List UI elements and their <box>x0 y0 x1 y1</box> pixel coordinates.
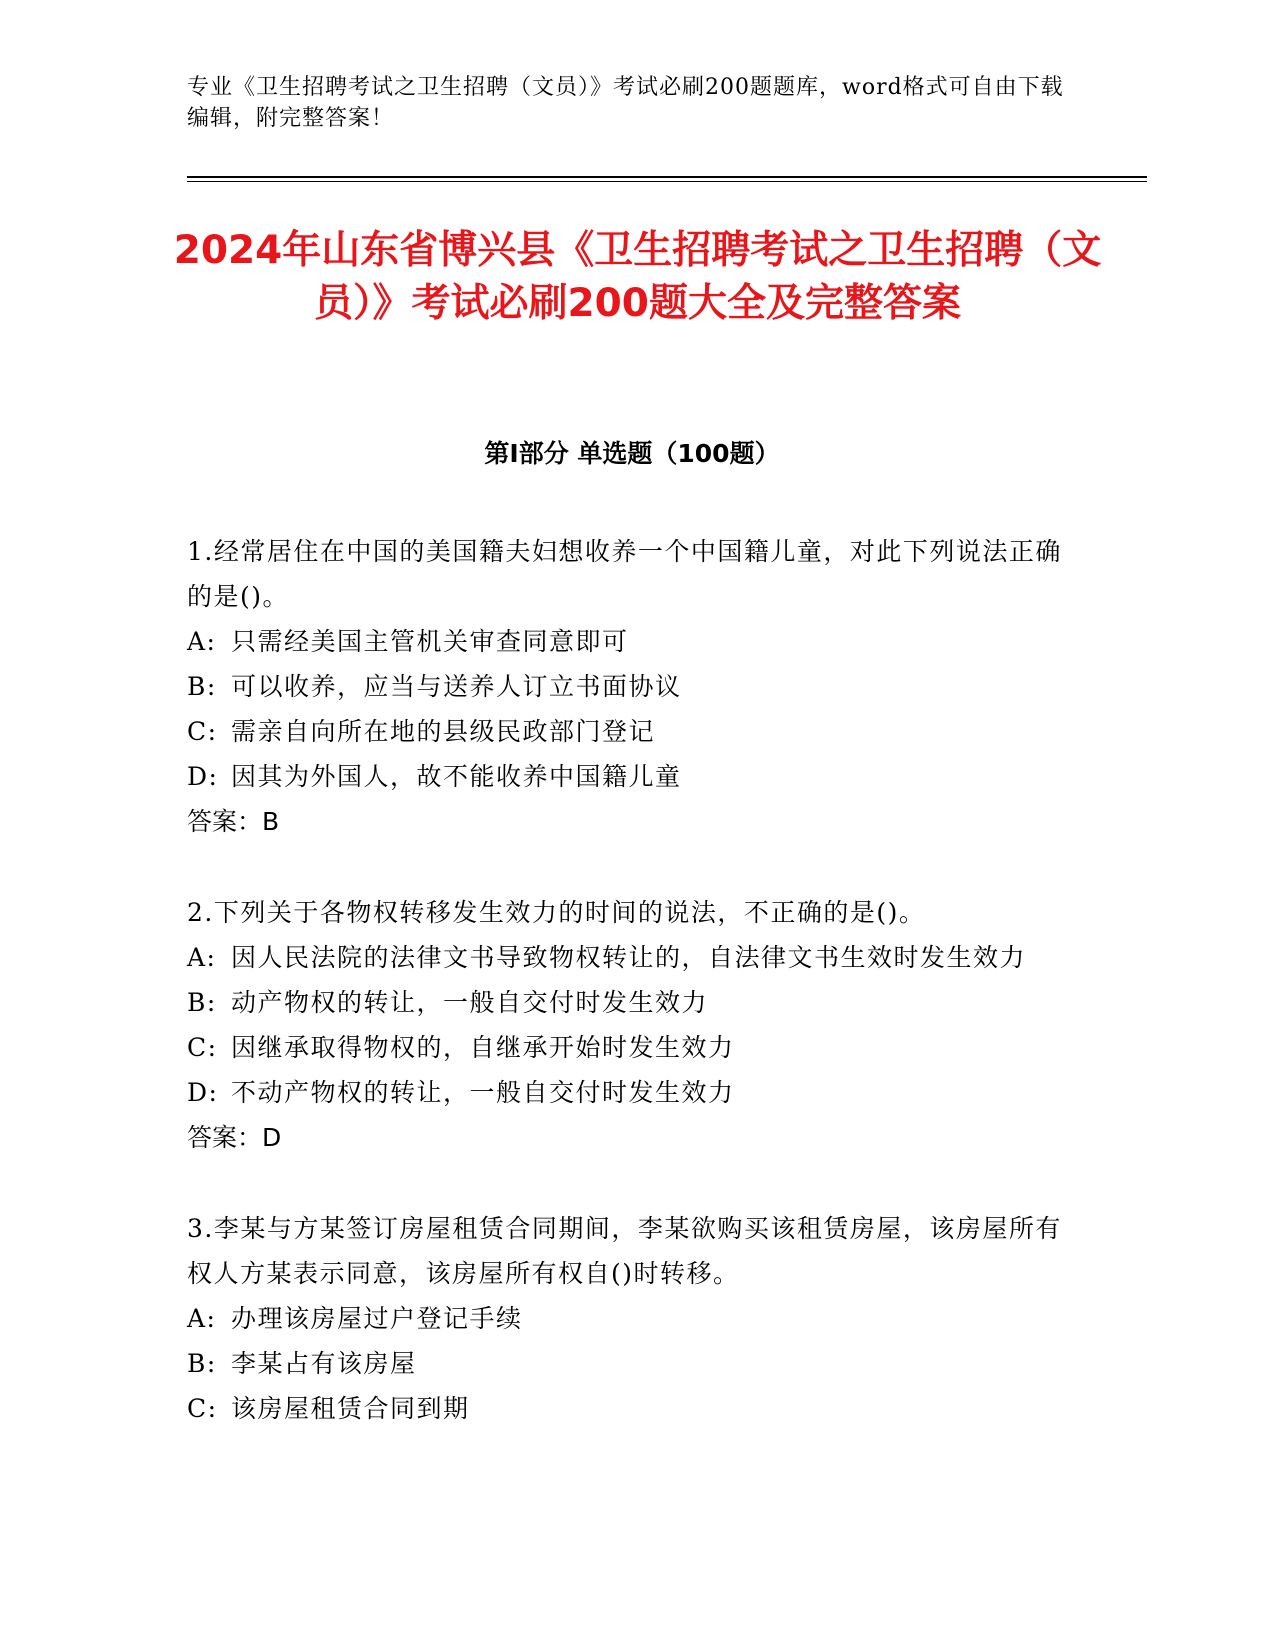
option-text: 因继承取得物权的，自继承开始时发生效力 <box>231 1033 735 1062</box>
option-a <box>187 619 1087 664</box>
option-label: C: <box>187 1394 218 1423</box>
answer-text: 答案：B <box>187 807 280 836</box>
option-text: 因人民法院的法律文书导致物权转让的，自法律文书生效时发生效力 <box>231 943 1027 972</box>
question-2 <box>187 890 1087 1160</box>
question-stem: 1.经常居住在中国的美国籍夫妇想收养一个中国籍儿童，对此下列说法正确的是()。 <box>187 537 1062 611</box>
document-title: 2024年山东省博兴县《卫生招聘考试之卫生招聘（文员）》考试必刷200题大全及完整答案 <box>173 228 1102 326</box>
option-label: D: <box>187 1078 219 1107</box>
option-text: 不动产物权的转让，一般自交付时发生效力 <box>231 1078 735 1107</box>
option-d <box>187 1070 1087 1115</box>
option-text: 可以收养，应当与送养人订立书面协议 <box>231 672 682 701</box>
header-divider-thick <box>187 176 1147 178</box>
option-c <box>187 1386 1087 1431</box>
option-a <box>187 935 1087 980</box>
option-label: A: <box>187 1304 217 1333</box>
question-1 <box>187 529 1087 844</box>
option-text: 李某占有该房屋 <box>231 1349 417 1378</box>
option-label: C: <box>187 1033 218 1062</box>
option-text: 该房屋租赁合同到期 <box>231 1394 470 1423</box>
option-text: 因其为外国人，故不能收养中国籍儿童 <box>231 762 682 791</box>
option-b <box>187 980 1087 1025</box>
option-label: B: <box>187 1349 217 1378</box>
option-c <box>187 1025 1087 1070</box>
option-text: 办理该房屋过户登记手续 <box>231 1304 523 1333</box>
option-label: A: <box>187 943 217 972</box>
question-stem: 3.李某与方某签订房屋租赁合同期间，李某欲购买该租赁房屋，该房屋所有权人方某表示同意，该房屋所有权自()时转移。 <box>187 1214 1062 1288</box>
option-b <box>187 1341 1087 1386</box>
question-stem: 2.下列关于各物权转移发生效力的时间的说法，不正确的是()。 <box>187 898 926 927</box>
question-3 <box>187 1206 1087 1431</box>
section-title: 第I部分 单选题（100题） <box>484 439 780 468</box>
option-label: B: <box>187 672 217 701</box>
option-c <box>187 709 1087 754</box>
option-label: D: <box>187 762 219 791</box>
question-list <box>187 529 1087 1477</box>
option-text: 只需经美国主管机关审查同意即可 <box>231 627 629 656</box>
option-b <box>187 664 1087 709</box>
option-a <box>187 1296 1087 1341</box>
option-text: 需亲自向所在地的县级民政部门登记 <box>231 717 656 746</box>
option-text: 动产物权的转让，一般自交付时发生效力 <box>231 988 709 1017</box>
answer-text: 答案：D <box>187 1123 282 1152</box>
option-label: A: <box>187 627 217 656</box>
option-label: C: <box>187 717 218 746</box>
intro-text: 专业《卫生招聘考试之卫生招聘（文员）》考试必刷200题题库，word格式可自由下载编辑，附完整答案！ <box>187 75 1064 131</box>
header-divider-thin <box>187 181 1147 182</box>
option-label: B: <box>187 988 217 1017</box>
option-d <box>187 754 1087 799</box>
